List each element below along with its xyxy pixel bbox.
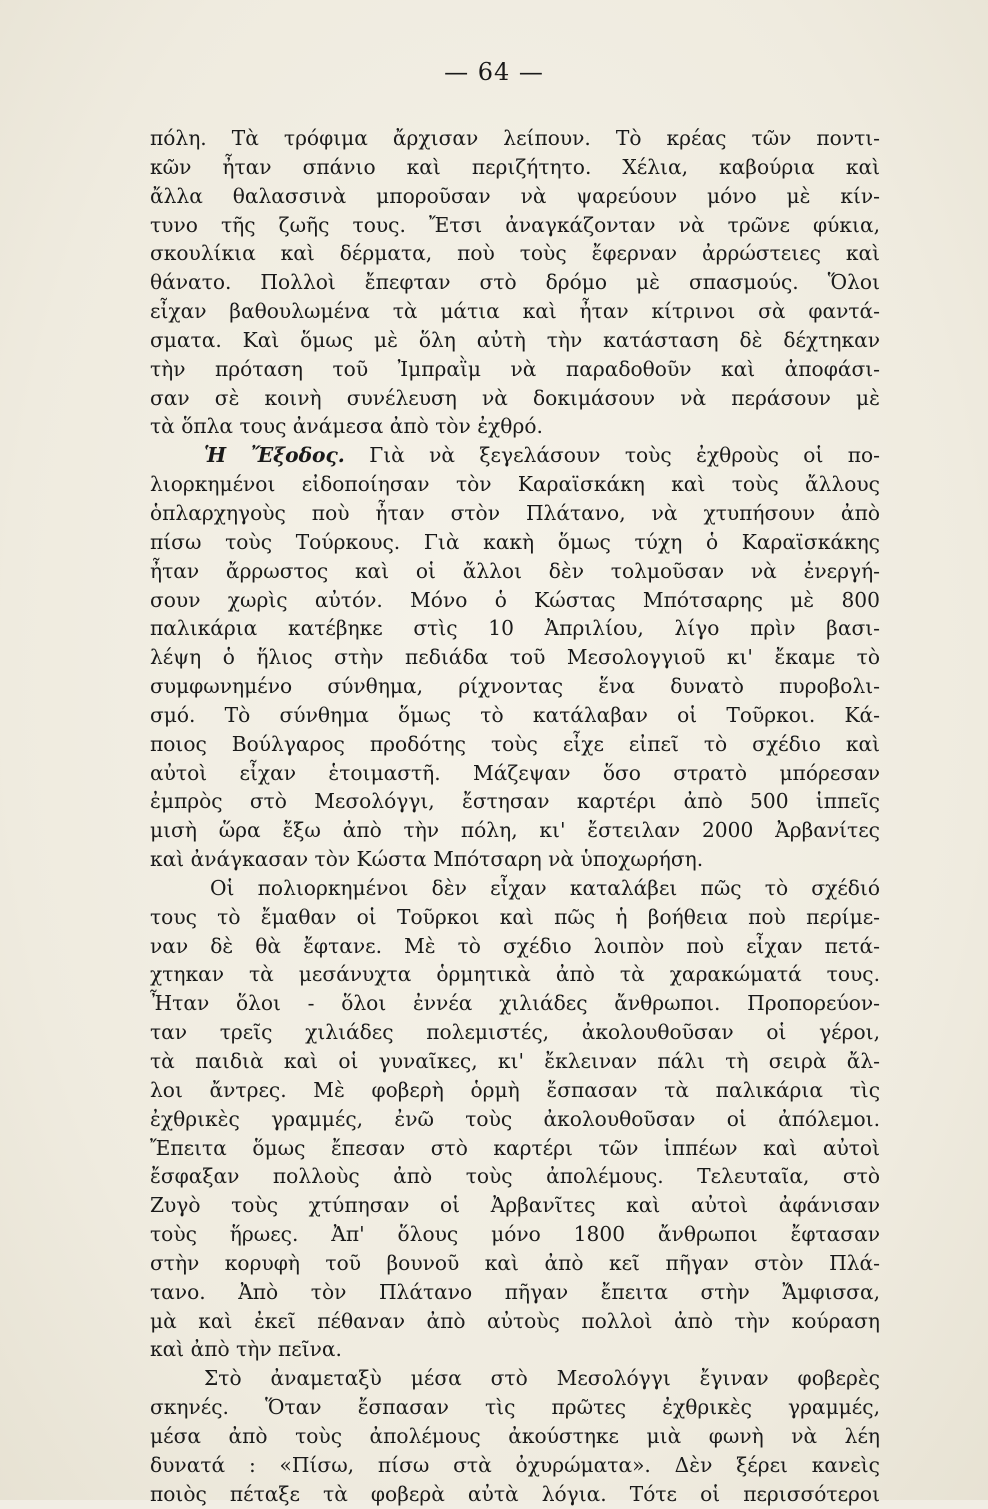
text-line: Ζυγὸ τοὺς χτύπησαν οἱ Ἀρβανῖτες καὶ αὐτοὶ ἀφάνισαν [150, 1193, 880, 1218]
text-line: σμό. Τὸ σύνθημα ὅμως τὸ κατάλαβαν οἱ Τοῦρκοι. Κά- [150, 702, 880, 727]
text-line: τανο. Ἀπὸ τὸν Πλάτανο πῆγαν ἔπειτα στὴν Ἄμφισσα, [150, 1279, 880, 1304]
text-line: ταν τρεῖς χιλιάδες πολεμιστές, ἀκολουθοῦσαν οἱ γέροι, [150, 1020, 880, 1045]
text-line: κῶν ἦταν σπάνιο καὶ περιζήτητο. Χέλια, καβούρια καὶ [150, 154, 880, 179]
text-line: σματα. Καὶ ὅμως μὲ ὅλη αὐτὴ τὴν κατάσταση δὲ δέχτηκαν [150, 327, 880, 352]
text-line: καὶ ἀνάγκασαν τὸν Κώστα Μπότσαρη νὰ ὑποχωρήση. [150, 847, 704, 872]
text-line: ὁπλαρχηγοὺς ποὺ ἦταν στὸν Πλάτανο, νὰ χτυπήσουν ἀπὸ [150, 500, 880, 525]
text-line: τὰ ὅπλα τους ἀνάμεσα ἀπὸ τὸν ἐχθρό. [150, 414, 543, 439]
text-line: σουν χωρὶς αὐτόν. Μόνο ὁ Κώστας Μπότσαρης μὲ 800 [150, 587, 880, 612]
text-line: τους τὸ ἔμαθαν οἱ Τοῦρκοι καὶ πῶς ἡ βοήθεια ποὺ περίμε- [150, 904, 880, 929]
text-line: χτηκαν τὰ μεσάνυχτα ὁρμητικὰ ἀπὸ τὰ χαρακώματά τους. [150, 962, 880, 987]
text-line: ἐχθρικὲς γραμμές, ἐνῶ τοὺς ἀκολουθοῦσαν οἱ ἀπόλεμοι. [150, 1106, 880, 1131]
text-line: Στὸ ἀναμεταξὺ μέσα στὸ Μεσολόγγι ἔγιναν φοβερὲς [204, 1366, 880, 1391]
text-line: λοι ἄντρες. Μὲ φοβερὴ ὁρμὴ ἔσπασαν τὰ παλικάρια τὶς [150, 1077, 880, 1102]
text-line: ποιὸς πέταξε τὰ φοβερὰ αὐτὰ λόγια. Τότε οἱ περισσότεροι [150, 1481, 880, 1506]
text-line: σαν σὲ κοινὴ συνέλευση νὰ δοκιμάσουν νὰ περάσουν μὲ [150, 385, 880, 410]
text-line: ἄλλα θαλασσινὰ μποροῦσαν νὰ ψαρεύουν μόνο μὲ κίν- [150, 183, 880, 208]
text-line: ἔσφαξαν πολλοὺς ἀπὸ τοὺς ἀπολέμους. Τελευταῖα, στὸ [150, 1164, 880, 1189]
text-line: αὐτοὶ εἶχαν ἑτοιμαστῆ. Μάζεψαν ὅσο στρατὸ μπόρεσαν [150, 760, 880, 785]
text-line: τοὺς ἥρωες. Ἀπ' ὅλους μόνο 1800 ἄνθρωποι ἔφτασαν [150, 1222, 880, 1247]
section-heading-line [150, 441, 880, 470]
heading-continuation: Γιὰ νὰ ξεγελάσουν τοὺς ἐχθροὺς οἱ πο- [344, 443, 880, 468]
text-line: στὴν κορυφὴ τοῦ βουνοῦ καὶ ἀπὸ κεῖ πῆγαν στὸν Πλά- [150, 1250, 880, 1275]
text-line: Ἦταν ὅλοι - ὅλοι ἐννέα χιλιάδες ἄνθρωποι. Προπορεύον- [150, 991, 880, 1016]
text-line: τυνο τῆς ζωῆς τους. Ἔτσι ἀναγκάζονταν νὰ τρῶνε φύκια, [150, 212, 880, 237]
text-line: μὰ καὶ ἐκεῖ πέθαναν ἀπὸ αὐτοὺς πολλοὶ ἀπὸ τὴν κούραση [150, 1308, 880, 1333]
text-line: λέψη ὁ ἥλιος στὴν πεδιάδα τοῦ Μεσολογγιοῦ κι' ἔκαμε τὸ [150, 645, 880, 670]
text-line: Ἔπειτα ὅμως ἔπεσαν στὸ καρτέρι τῶν ἱππέων καὶ αὐτοὶ [150, 1135, 880, 1160]
text-line: παλικάρια κατέβηκε στὶς 10 Ἀπριλίου, λίγο πρὶν βασι- [150, 616, 880, 641]
text-line: δυνατά : «Πίσω, πίσω στὰ ὀχυρώματα». Δὲν ξέρει κανεὶς [150, 1452, 880, 1477]
text-line: μέσα ἀπὸ τοὺς ἀπολέμους ἀκούστηκε μιὰ φωνὴ νὰ λέη [150, 1423, 880, 1448]
text-line: τὰ παιδιὰ καὶ οἱ γυναῖκες, κι' ἔκλειναν πάλι τὴ σειρὰ ἄλ- [150, 1049, 880, 1073]
text-line: πίσω τοὺς Τούρκους. Γιὰ κακὴ ὅμως τύχη ὁ Καραϊσκάκης [150, 529, 880, 554]
text-line: καὶ ἀπὸ τὴν πεῖνα. [150, 1337, 342, 1362]
text-line: τὴν πρόταση τοῦ Ἰμπραῒμ νὰ παραδοθοῦν καὶ ἀποφάσι- [150, 356, 880, 381]
text-line: σκηνές. Ὅταν ἔσπασαν τὶς πρῶτες ἐχθρικὲς γραμμές, [150, 1395, 880, 1420]
section-heading: Ἡ Ἔξοδος. [204, 443, 345, 468]
page-number: — 64 — [444, 58, 544, 86]
text-line: συμφωνημένο σύνθημα, ρίχνοντας ἕνα δυνατὸ πυροβολι- [150, 674, 880, 699]
text-line: Οἱ πολιορκημένοι δὲν εἶχαν καταλάβει πῶς τὸ σχέδιό [210, 875, 880, 900]
text-line: εἶχαν βαθουλωμένα τὰ μάτια καὶ ἦταν κίτρινοι σὰ φαντά- [150, 299, 880, 324]
text-line: πόλη. Τὰ τρόφιμα ἄρχισαν λείπουν. Τὸ κρέας τῶν ποντι- [150, 126, 880, 150]
text-line: λιορκημένοι εἰδοποίησαν τὸν Καραϊσκάκη καὶ τοὺς ἄλλους [150, 472, 880, 497]
text-line: σκουλίκια καὶ δέρματα, ποὺ τοὺς ἔφερναν ἀρρώστειες καὶ [150, 241, 880, 266]
text-line: ἦταν ἄρρωστος καὶ οἱ ἄλλοι δὲν τολμοῦσαν νὰ ἐνεργή- [150, 558, 880, 583]
text-line: ναν δὲ θὰ ἔφτανε. Μὲ τὸ σχέδιο λοιπὸν ποὺ εἶχαν πετά- [150, 933, 880, 958]
text-line: ποιος Βούλγαρος προδότης τοὺς εἶχε εἰπεῖ τὸ σχέδιο καὶ [150, 731, 880, 756]
text-line: μισὴ ὥρα ἔξω ἀπὸ τὴν πόλη, κι' ἔστειλαν 2000 Ἀρβανίτες [150, 818, 880, 843]
body-text [150, 124, 880, 1509]
text-line: ἐμπρὸς στὸ Μεσολόγγι, ἔστησαν καρτέρι ἀπὸ 500 ἱππεῖς [150, 789, 880, 814]
text-line: θάνατο. Πολλοὶ ἔπεφταν στὸ δρόμο μὲ σπασμούς. Ὅλοι [150, 270, 880, 295]
